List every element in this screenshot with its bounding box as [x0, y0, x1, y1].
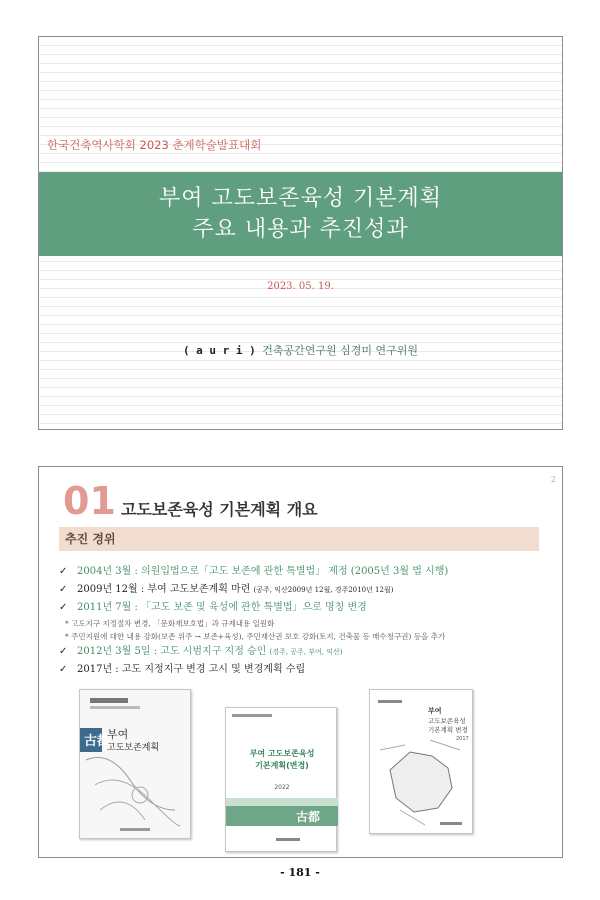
- check-icon: ✓: [59, 566, 68, 577]
- list-item: ✓ 2004년 3월 : 의원입법으로「고도 보존에 관한 특별법」 제정 (2005년 3월 법 시행): [59, 563, 549, 581]
- report-cover-2009: [79, 689, 191, 839]
- page-footer-number: - 181 -: [280, 866, 320, 879]
- subheading: 추진 경위: [59, 527, 539, 551]
- list-item: ✓ 2011년 7월 : 「고도 보존 및 육성에 관한 특별법」으로 명칭 변경: [59, 599, 549, 617]
- report-cover-2022: [225, 707, 337, 852]
- presentation-date: 2023. 05. 19.: [267, 281, 334, 292]
- list-subitem: * 주민지원에 대한 내용 강화(보존 위주 → 보존+육성), 주민재산권 보호 강화(토지, 건축물 등 매수청구권) 등을 추가: [65, 632, 446, 641]
- list-item: ✓ 2009년 12월 : 부여 고도보존계획 마련 (공주, 익산2009년 12월, 경주2010년 12월): [59, 581, 549, 599]
- report-covers: [39, 689, 562, 849]
- check-icon: ✓: [59, 584, 68, 595]
- title-line-1: 부여 고도보존육성 기본계획: [158, 186, 442, 211]
- author-name: 건축공간연구원 심경미 연구위원: [262, 344, 419, 357]
- check-icon: ✓: [59, 646, 68, 657]
- cover-subtitle-2: 기본계획 변경: [428, 726, 468, 734]
- author-line: [39, 342, 562, 358]
- cover-subtitle: 기본계획(변경): [255, 761, 309, 770]
- check-icon: ✓: [59, 602, 68, 613]
- list-item: ✓ 2017년 : 고도 지정지구 변경 고시 및 변경계획 수립: [59, 661, 549, 679]
- auri-logo: ( a u r i ): [182, 344, 256, 357]
- section-number: 01: [63, 479, 116, 523]
- cover-year: 2017: [456, 736, 469, 742]
- title-line-2: 주요 내용과 추진성과: [192, 217, 409, 242]
- cover-stamp: 古都: [296, 810, 321, 824]
- cover-illustration: [226, 708, 338, 853]
- report-cover-2017: [369, 689, 473, 834]
- cover-title: 부여: [428, 707, 442, 715]
- cover-illustration: [80, 690, 192, 840]
- list-subitem: * 고도지구 지정절차 변경, 「문화재보호법」과 규제내용 일원화: [65, 619, 275, 628]
- overview-slide: [38, 466, 563, 858]
- title-band: [39, 172, 562, 256]
- cover-title: 부여: [107, 728, 129, 741]
- cover-stamp: 古都: [84, 734, 111, 749]
- cover-title: 부여 고도보존육성: [249, 749, 315, 758]
- list-item: ✓ 2012년 3월 5일 : 고도 시범지구 지정 승인 (경주, 공주, 부여, 익산): [59, 643, 549, 661]
- cover-map: [370, 690, 474, 835]
- conference-name: 한국건축역사학회 2023 춘계학술발표대회: [47, 138, 262, 152]
- cover-subtitle: 고도보존계획: [107, 743, 160, 753]
- history-list: [59, 563, 549, 679]
- slide-page-number: 2: [550, 475, 556, 484]
- cover-year: 2022: [274, 784, 290, 791]
- check-icon: ✓: [59, 664, 68, 675]
- cover-subtitle: 고도보존육성: [428, 717, 466, 725]
- section-title: 고도보존육성 기본계획 개요: [121, 500, 318, 519]
- title-slide: [38, 36, 563, 430]
